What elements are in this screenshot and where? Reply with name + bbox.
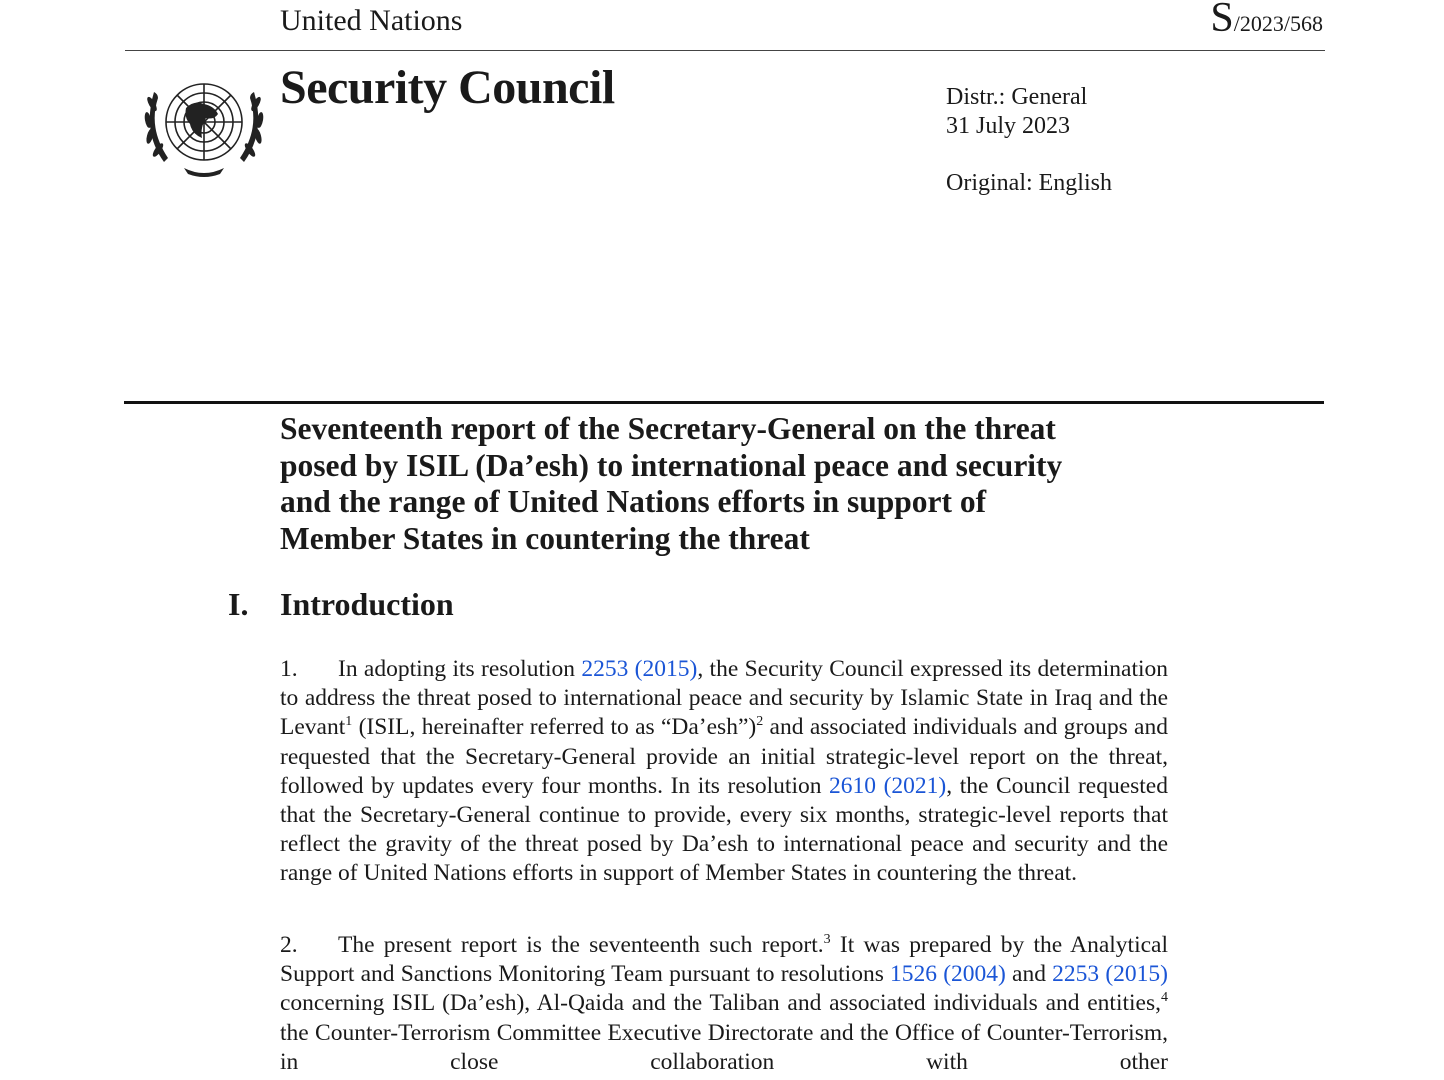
footnote-ref[interactable]: 3 <box>823 932 831 948</box>
resolution-link-2253[interactable]: 2253 (2015) <box>1052 961 1169 988</box>
paragraph-text: It was prepared by the Analytical Support and Sanctions Monitoring Team pursuant to resolutions <box>280 932 1168 988</box>
footnote-ref[interactable]: 4 <box>1161 990 1168 1006</box>
title-rule <box>124 401 1324 404</box>
header-rule <box>125 50 1325 51</box>
paragraph-number: 2. <box>280 932 298 958</box>
report-title-line: posed by ISIL (Da’esh) to international peace and security <box>280 447 1063 483</box>
paragraph-number: 1. <box>280 656 298 682</box>
organization-name: United Nations <box>280 4 463 37</box>
paragraph-text: The present report is the seventeenth such report. <box>338 932 824 958</box>
report-title-line: Seventeenth report of the Secretary-General on the threat <box>280 411 1056 446</box>
paragraph-text: In adopting its resolution <box>338 656 582 682</box>
distribution-block <box>946 83 1112 198</box>
paragraph-text: and <box>1005 961 1053 988</box>
report-title-line: Member States in countering the threat <box>280 520 810 556</box>
paragraph-1 <box>280 655 1168 889</box>
paragraph-text: , the Security Council expressed its determination to address the threat posed to international peace and security by Islamic State in Iraq and the Levant <box>280 656 1168 741</box>
council-heading: Security Council <box>280 61 615 114</box>
resolution-link-2610[interactable]: 2610 (2021) <box>829 772 947 799</box>
paragraph-text: , the Council requested that the Secretary-General continue to provide, every six months, strategic-level reports that reflect the gravity of the threat posed by Da’esh to international peace and security and the range of United Nations efforts in support of Member States in countering the threat. <box>280 772 1168 887</box>
paragraph-2 <box>280 931 1168 1077</box>
paragraph-text: and associated individuals and groups and requested that the Secretary-General provide an initial strategic-level report on the threat, followed by updates every four months. In its resolution <box>280 714 1168 799</box>
document-date: 31 July 2023 <box>946 113 1071 139</box>
report-title <box>280 411 1180 557</box>
paragraph-text: (ISIL, hereinafter referred to as “Da’esh”) <box>352 714 757 741</box>
un-emblem-icon <box>134 64 274 184</box>
document-symbol <box>1210 0 1323 42</box>
section-number: I. <box>228 586 249 622</box>
resolution-link-2253[interactable]: 2253 (2015) <box>581 656 698 682</box>
distribution-label: Distr.: General <box>946 84 1088 110</box>
footnote-ref[interactable]: 2 <box>756 714 764 730</box>
resolution-link-1526[interactable]: 1526 (2004) <box>890 961 1006 988</box>
paragraph-text: the Counter-Terrorism Committee Executive Directorate and the Office of Counter-Terrorism, in close collaboration with other <box>280 1019 1168 1075</box>
original-language: Original: English <box>946 170 1112 196</box>
section-title: Introduction <box>280 586 454 622</box>
document-symbol-letter: S <box>1210 0 1234 41</box>
footnote-ref[interactable]: 1 <box>345 714 353 730</box>
report-title-line: and the range of United Nations efforts in support of <box>280 484 987 519</box>
paragraph-text: concerning ISIL (Da’esh), Al-Qaida and the Taliban and associated individuals and entities, <box>280 990 1161 1017</box>
document-symbol-number: /2023/568 <box>1233 11 1323 36</box>
